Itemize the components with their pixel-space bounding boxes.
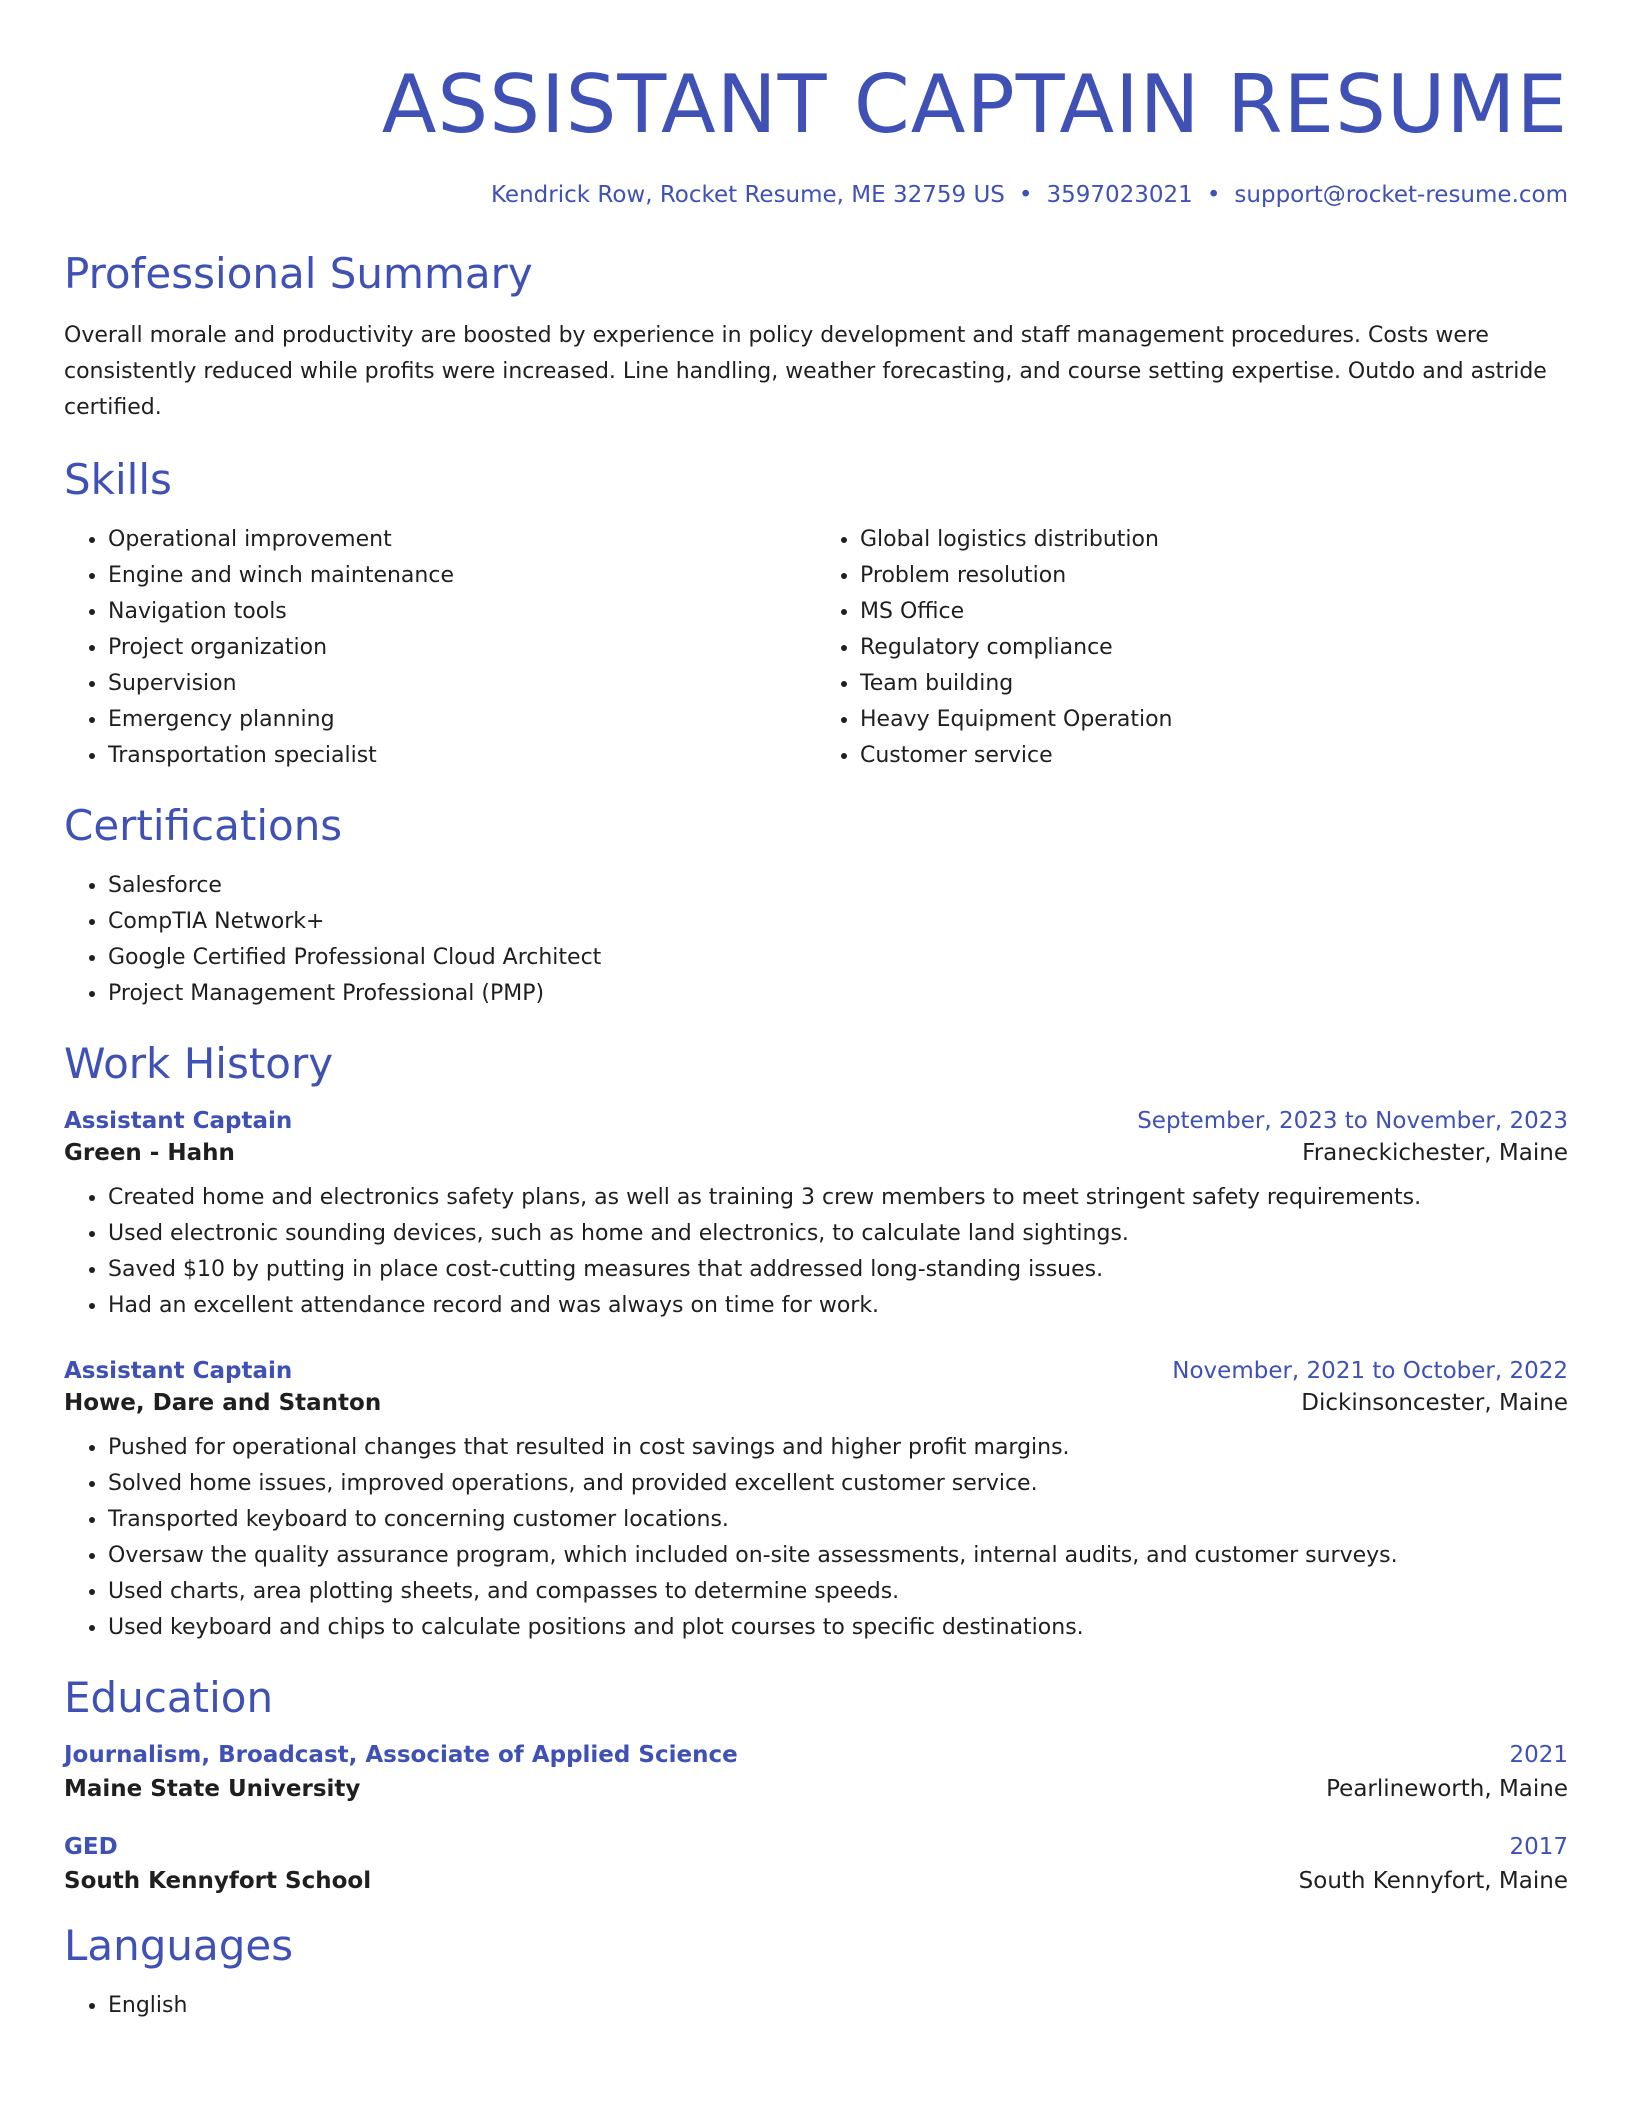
languages-heading: Languages bbox=[64, 1921, 294, 1970]
skill-item: • Problem resolution bbox=[860, 558, 1568, 594]
job-bullet: • Pushed for operational changes that resulted in cost savings and higher profit margins. bbox=[108, 1430, 1568, 1466]
certification-item: • Salesforce bbox=[108, 868, 1568, 904]
job-entry bbox=[64, 1358, 1568, 1646]
education-school-row bbox=[64, 1868, 1568, 1894]
job-bullet: • Had an excellent attendance record and was always on time for work. bbox=[108, 1288, 1568, 1324]
skill-item: • Supervision bbox=[108, 666, 816, 702]
job-header-row bbox=[64, 1358, 1568, 1384]
skill-item: • Project organization bbox=[108, 630, 816, 666]
languages-section bbox=[64, 1920, 1568, 2024]
skill-item: • Emergency planning bbox=[108, 702, 816, 738]
skill-item: • Engine and winch maintenance bbox=[108, 558, 816, 594]
job-company: Howe, Dare and Stanton bbox=[64, 1390, 382, 1416]
skills-grid bbox=[64, 506, 1568, 774]
skill-item: • Team building bbox=[860, 666, 1568, 702]
job-header-row bbox=[64, 1108, 1568, 1134]
contact-phone: 3597023021 bbox=[1046, 182, 1193, 208]
contact-separator: • bbox=[1206, 182, 1221, 208]
skill-item: • Heavy Equipment Operation bbox=[860, 702, 1568, 738]
job-location: Dickinsoncester, Maine bbox=[1301, 1390, 1568, 1416]
education-location: South Kennyfort, Maine bbox=[1298, 1868, 1568, 1894]
education-heading: Education bbox=[64, 1673, 274, 1722]
skill-item: • Regulatory compliance bbox=[860, 630, 1568, 666]
job-bullets bbox=[64, 1180, 1568, 1324]
skills-heading: Skills bbox=[64, 455, 172, 504]
skill-item: • Operational improvement bbox=[108, 522, 816, 558]
skill-item: • Global logistics distribution bbox=[860, 522, 1568, 558]
education-school-row bbox=[64, 1776, 1568, 1802]
job-bullet: • Created home and electronics safety plans, as well as training 3 crew members to meet stringent safety requirements. bbox=[108, 1180, 1568, 1216]
language-item: • English bbox=[108, 1988, 1568, 2024]
education-header-row bbox=[64, 1834, 1568, 1860]
skills-right-list bbox=[816, 522, 1568, 774]
education-degree: Journalism, Broadcast, Associate of Applied Science bbox=[64, 1742, 738, 1768]
summary-text: Overall morale and productivity are boosted by experience in policy development and staff management procedures. Costs were consistently reduced while profits were increased. Line handling, weather forecasting, and course setting expertise. Outdo and astride certified. bbox=[64, 323, 1547, 420]
skills-section bbox=[64, 454, 1568, 774]
job-bullet: • Used electronic sounding devices, such as home and electronics, to calculate land sightings. bbox=[108, 1216, 1568, 1252]
skill-item: • Customer service bbox=[860, 738, 1568, 774]
education-location: Pearlineworth, Maine bbox=[1326, 1776, 1568, 1802]
job-company-row bbox=[64, 1140, 1568, 1166]
skill-item: • Navigation tools bbox=[108, 594, 816, 630]
education-year: 2017 bbox=[1509, 1834, 1568, 1860]
education-school: Maine State University bbox=[64, 1776, 361, 1802]
job-title: Assistant Captain bbox=[64, 1108, 293, 1134]
contact-email[interactable]: support@rocket-resume.com bbox=[1234, 182, 1568, 208]
job-entry bbox=[64, 1108, 1568, 1324]
education-entry bbox=[64, 1742, 1568, 1802]
certifications-list bbox=[64, 868, 1568, 1012]
languages-list bbox=[64, 1988, 1568, 2024]
education-year: 2021 bbox=[1509, 1742, 1568, 1768]
education-entry bbox=[64, 1834, 1568, 1894]
education-header-row bbox=[64, 1742, 1568, 1768]
work-section bbox=[64, 1038, 1568, 1646]
certification-item: • CompTIA Network+ bbox=[108, 904, 1568, 940]
job-bullet: • Solved home issues, improved operations, and provided excellent customer service. bbox=[108, 1466, 1568, 1502]
job-bullet: • Oversaw the quality assurance program, which included on-site assessments, internal audits, and customer surveys. bbox=[108, 1538, 1568, 1574]
certification-item: • Project Management Professional (PMP) bbox=[108, 976, 1568, 1012]
contact-address: Kendrick Row, Rocket Resume, ME 32759 US bbox=[490, 182, 1005, 208]
education-degree: GED bbox=[64, 1834, 118, 1860]
job-company: Green - Hahn bbox=[64, 1140, 235, 1166]
job-bullet: • Saved $10 by putting in place cost-cutting measures that addressed long-standing issues. bbox=[108, 1252, 1568, 1288]
certifications-section bbox=[64, 800, 1568, 1012]
resume-title: ASSISTANT CAPTAIN RESUME bbox=[381, 58, 1568, 151]
certification-item: • Google Certified Professional Cloud Architect bbox=[108, 940, 1568, 976]
certifications-heading: Certifications bbox=[64, 801, 343, 850]
summary-heading: Professional Summary bbox=[64, 249, 533, 298]
job-dates: November, 2021 to October, 2022 bbox=[1172, 1358, 1568, 1384]
work-heading: Work History bbox=[64, 1039, 334, 1088]
skill-item: • Transportation specialist bbox=[108, 738, 816, 774]
job-location: Franeckichester, Maine bbox=[1302, 1140, 1568, 1166]
job-title: Assistant Captain bbox=[64, 1358, 293, 1384]
skill-item: • MS Office bbox=[860, 594, 1568, 630]
job-bullet: • Transported keyboard to concerning customer locations. bbox=[108, 1502, 1568, 1538]
contact-separator: • bbox=[1018, 182, 1033, 208]
job-dates: September, 2023 to November, 2023 bbox=[1137, 1108, 1568, 1134]
education-section bbox=[64, 1672, 1568, 1894]
job-company-row bbox=[64, 1390, 1568, 1416]
contact-line bbox=[64, 182, 1568, 208]
job-bullets bbox=[64, 1430, 1568, 1646]
job-bullet: • Used charts, area plotting sheets, and compasses to determine speeds. bbox=[108, 1574, 1568, 1610]
summary-section bbox=[64, 248, 1568, 426]
skills-left-list bbox=[64, 522, 816, 774]
job-bullet: • Used keyboard and chips to calculate positions and plot courses to specific destinations. bbox=[108, 1610, 1568, 1646]
education-school: South Kennyfort School bbox=[64, 1868, 372, 1894]
